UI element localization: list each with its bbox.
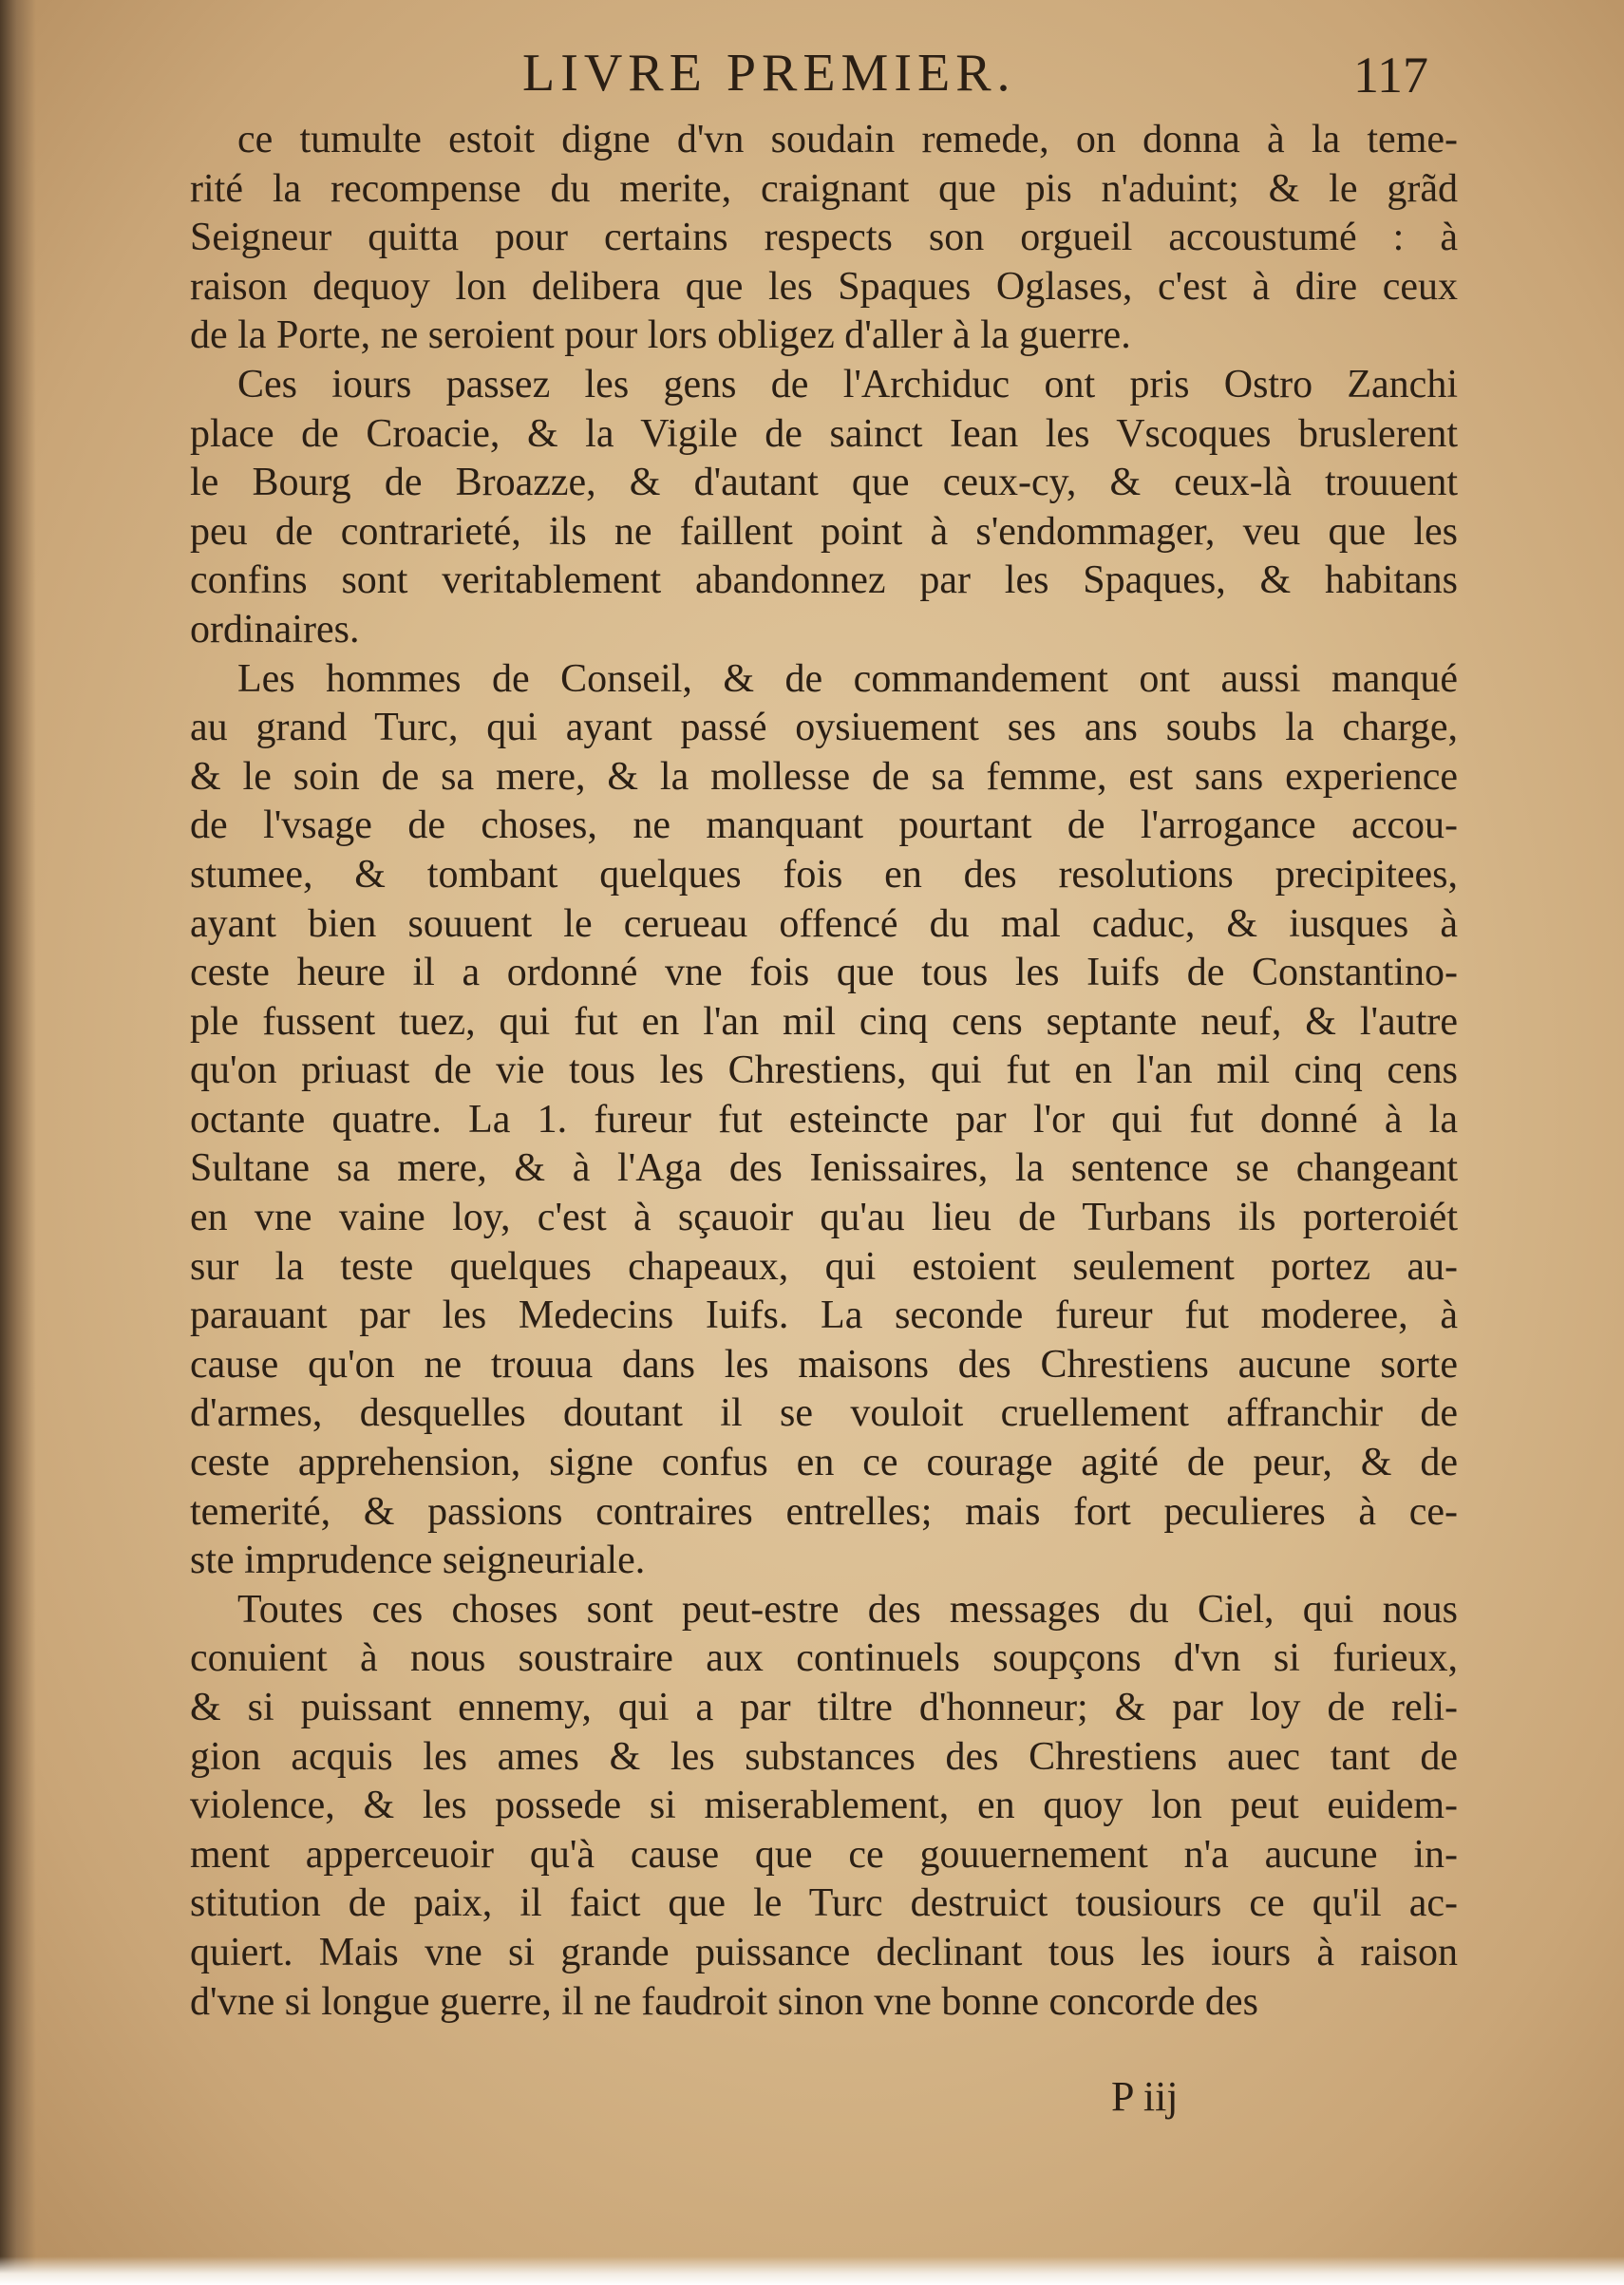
text-line: cause qu'on ne trouua dans les maisons des Chrestiens aucune sorte: [190, 1342, 1458, 1387]
text-line: & si puissant ennemy, qui a par tiltre d'honneur; & par loy de reli-: [190, 1686, 1458, 1729]
paragraph: [190, 116, 1458, 361]
page-bottom-edge: [0, 2257, 1624, 2285]
text-line: stumee, & tombant quelques fois en des resolutions precipitees,: [190, 852, 1458, 897]
running-title: LIVRE PREMIER.: [522, 44, 1016, 103]
text-line: parauant par les Medecins Iuifs. La seconde fureur fut moderee, à: [190, 1294, 1458, 1338]
text-line: stitution de paix, il faict que le Turc destruict tousiours ce qu'il ac-: [190, 1881, 1458, 1926]
text-line: rité la recompense du merite, craignant que pis n'aduint; & le grãd: [190, 166, 1458, 211]
text-line: ple fussent tuez, qui fut en l'an mil cinq cens septante neuf, & l'autre: [190, 999, 1458, 1044]
text-line: conuient à nous soustraire aux continuels soupçons d'vn si furieux,: [190, 1636, 1458, 1681]
text-line: au grand Turc, qui ayant passé oysiuement ses ans soubs la charge,: [190, 706, 1458, 750]
text-line: temerité, & passions contraires entrelles; mais fort peculieres à ce-: [190, 1489, 1458, 1534]
text-line: ordinaires.: [190, 607, 360, 652]
paragraph: [190, 361, 1458, 655]
text-line: de la Porte, ne seroient pour lors obligez d'aller à la guerre.: [190, 313, 1131, 358]
text-line: de l'vsage de choses, ne manquant pourtant de l'arrogance accou-: [190, 803, 1458, 848]
page-number: 117: [1353, 47, 1428, 104]
text-line: & le soin de sa mere, & la mollesse de sa femme, est sans experience: [190, 754, 1458, 799]
text-line: sur la teste quelques chapeaux, qui estoient seulement portez au-: [190, 1244, 1458, 1289]
text-line: le Bourg de Broazze, & d'autant que ceux-cy, & ceux-là trouuent: [190, 461, 1458, 505]
text-line: raison dequoy lon delibera que les Spaques Oglases, c'est à dire ceux: [190, 264, 1458, 309]
text-line: qu'on priuast de vie tous les Chrestiens, qui fut en l'an mil cinq cens: [190, 1048, 1458, 1093]
text-line: ceste heure il a ordonné vne fois que tous les Iuifs de Constantino-: [190, 951, 1458, 995]
paragraph: [190, 1586, 1458, 2027]
page-header: [0, 40, 1624, 106]
text-line: ce tumulte estoit digne d'vn soudain remede, on donna à la teme-: [237, 118, 1458, 161]
text-line: en vne vaine loy, c'est à sçauoir qu'au lieu de Turbans ils porteroiét: [190, 1196, 1458, 1240]
text-line: Seigneur quitta pour certains respects son orgueil accoustumé : à: [190, 216, 1458, 260]
text-line: violence, & les possede si miserablement, en quoy lon peut euidem-: [190, 1784, 1458, 1828]
text-line: d'armes, desquelles doutant il se vouloit cruellement affranchir de: [190, 1391, 1458, 1436]
page-gutter-shadow: [0, 0, 36, 2285]
text-line: Les hommes de Conseil, & de commandement ont aussi manqué: [237, 656, 1458, 701]
text-line: ment apperceuoir qu'à cause que ce gouuernement n'a aucune in-: [190, 1832, 1458, 1877]
text-line: Sultane sa mere, & à l'Aga des Ienissaires, la sentence se changeant: [190, 1146, 1458, 1191]
text-line: gion acquis les ames & les substances des Chrestiens auec tant de: [190, 1734, 1458, 1779]
text-line: ceste apprehension, signe confus en ce courage agité de peur, & de: [190, 1441, 1458, 1485]
text-line: ayant bien souuent le cerueau offencé du mal caduc, & iusques à: [190, 901, 1458, 946]
signature-mark: P iij: [1111, 2073, 1179, 2120]
text-line: ste imprudence seigneuriale.: [190, 1539, 646, 1583]
paragraph: [190, 655, 1458, 1586]
text-line: d'vne si longue guerre, il ne faudroit sinon vne bonne concorde des: [190, 1979, 1258, 2024]
text-line: Toutes ces choses sont peut-estre des messages du Ciel, qui nous: [237, 1587, 1458, 1632]
body-text: [190, 116, 1458, 2027]
text-line: quiert. Mais vne si grande puissance declinant tous les iours à raison: [190, 1930, 1458, 1974]
text-line: octante quatre. La 1. fureur fut esteincte par l'or qui fut donné à la: [190, 1097, 1458, 1142]
text-line: place de Croacie, & la Vigile de sainct Iean les Vscoques bruslerent: [190, 411, 1458, 456]
text-line: Ces iours passez les gens de l'Archiduc ont pris Ostro Zanchi: [237, 362, 1458, 406]
text-line: peu de contrarieté, ils ne faillent point à s'endommager, veu que les: [190, 509, 1458, 554]
text-line: confins sont veritablement abandonnez par les Spaques, & habitans: [190, 558, 1458, 603]
